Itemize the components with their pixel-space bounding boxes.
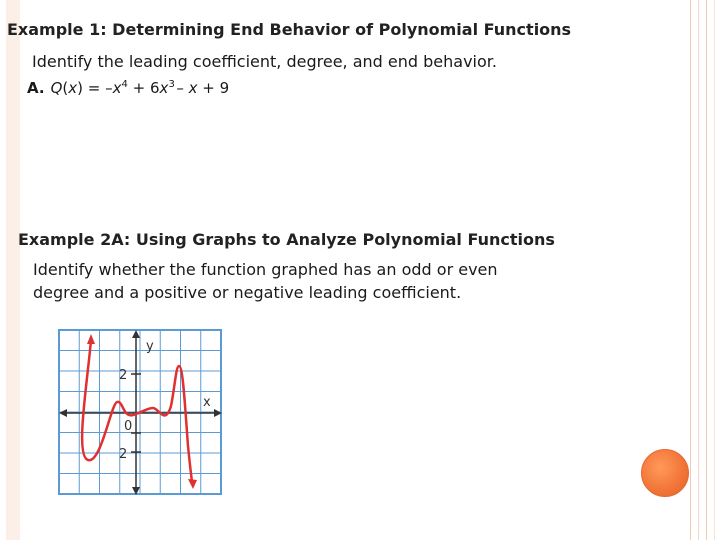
example2-heading: Example 2A: Using Graphs to Analyze Polynomial Functions bbox=[18, 230, 555, 249]
function-name: Q bbox=[50, 79, 63, 97]
term: + 6 bbox=[127, 79, 160, 97]
tick-label-2: 2 bbox=[119, 368, 128, 383]
equals-sign: = – bbox=[83, 79, 113, 97]
exponent: 3 bbox=[168, 79, 175, 90]
example1-equation: A. $Q(x) = -x^4 + 6x^3$ – x + 9 bbox=[27, 79, 230, 97]
term: + 9 bbox=[197, 79, 230, 97]
right-border-line bbox=[706, 0, 707, 540]
example1-heading: Example 1: Determining End Behavior of Polynomial Functions bbox=[7, 20, 572, 39]
variable: x bbox=[112, 79, 122, 97]
variable: x bbox=[188, 79, 198, 97]
instruction-line: degree and a positive or negative leading coefficient. bbox=[33, 283, 462, 302]
example1-instruction: Identify the leading coefficient, degree, and end behavior. bbox=[32, 52, 497, 71]
y-axis-label: y bbox=[146, 339, 154, 354]
exponent: 4 bbox=[121, 79, 128, 90]
term: – bbox=[176, 79, 189, 97]
tick-label-neg2: 2 bbox=[119, 447, 128, 462]
right-border-line bbox=[698, 0, 699, 540]
x-axis-label: x bbox=[203, 395, 211, 410]
orange-circle-decoration bbox=[641, 449, 689, 497]
polynomial-graph bbox=[55, 326, 227, 498]
right-border-line bbox=[714, 0, 715, 540]
example2-instruction bbox=[33, 258, 498, 304]
left-decorative-stripe bbox=[6, 0, 20, 540]
right-border-line bbox=[690, 0, 691, 540]
variable: x bbox=[159, 79, 169, 97]
tick-label-0: 0 bbox=[124, 419, 133, 434]
part-label: A. bbox=[27, 79, 45, 97]
graph-svg bbox=[55, 326, 227, 498]
variable: x bbox=[68, 79, 78, 97]
instruction-line: Identify whether the function graphed has an odd or even bbox=[33, 260, 498, 279]
